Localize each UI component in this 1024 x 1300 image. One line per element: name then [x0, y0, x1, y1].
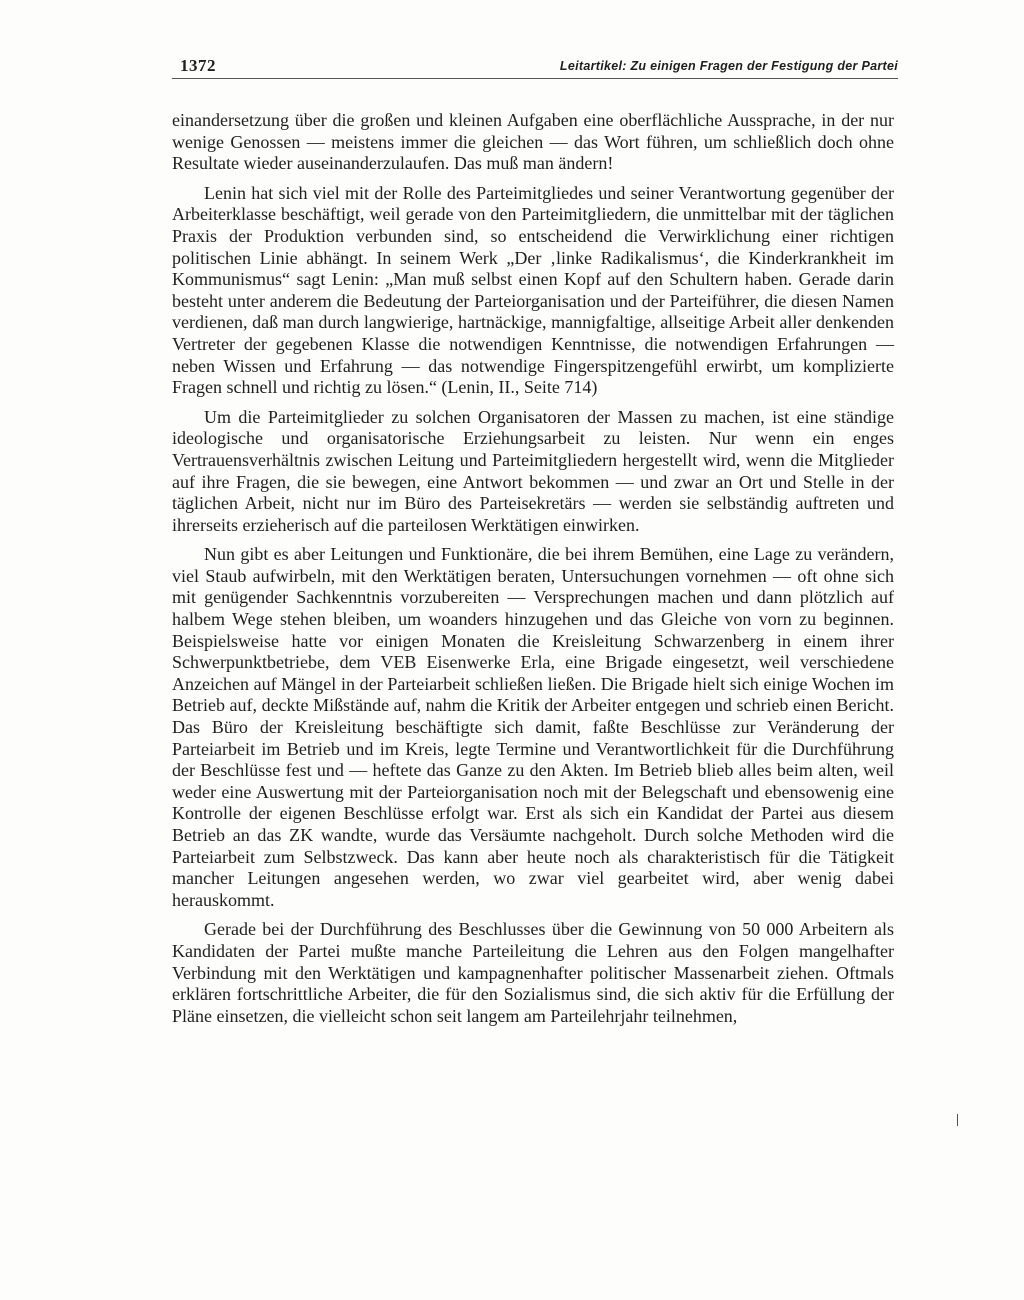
article-body: [172, 110, 894, 1035]
page-header: [172, 52, 898, 79]
paragraph-4: Nun gibt es aber Leitungen und Funktionäre, die bei ihrem Bemühen, eine Lage zu verändern, viel Staub aufwirbeln, mit den Werktätigen beraten, Untersuchungen vornehmen — oft ohne sich mit genügender Sachkenntnis vorzubereiten — Versprechungen machen und dann plötzlich auf halbem Wege stehen bleiben, um woanders hinzugehen und das Gleiche von vorn zu beginnen. Beispielsweise hatte vor einigen Monaten die Kreisleitung Schwarzenberg in einem ihrer Schwerpunktbetriebe, dem VEB Eisenwerke Erla, eine Brigade eingesetzt, weil verschiedene Anzeichen auf Mängel in der Parteiarbeit schließen ließen. Die Brigade hielt sich einige Wochen im Betrieb auf, deckte Mißstände auf, nahm die Kritik der Arbeiter entgegen und schrieb einen Bericht. Das Büro der Kreisleitung beschäftigte sich damit, faßte Beschlüsse zur Veränderung der Parteiarbeit im Betrieb und im Kreis, legte Termine und Verantwortlichkeit für die Durchführung der Beschlüsse fest und — heftete das Ganze zu den Akten. Im Betrieb blieb alles beim alten, weil weder eine Auswertung mit der Parteiorganisation noch mit der Belegschaft und ebensowenig eine Kontrolle der eigenen Beschlüsse erfolgt war. Erst als sich ein Kandidat der Partei aus diesem Betrieb an das ZK wandte, wurde das Versäumte nachgeholt. Durch solche Methoden wird die Parteiarbeit zum Selbstzweck. Das kann aber heute noch als charakteristisch für die Tätigkeit mancher Leitungen angesehen werden, wo zwar viel gearbeitet wird, aber wenig dabei herauskommt.: [172, 544, 894, 910]
paragraph-5: Gerade bei der Durchführung des Beschlusses über die Gewinnung von 50 000 Arbeitern als Kandidaten der Partei mußte manche Parteileitung die Lehren aus den Folgen mangelhafter Verbindung mit den Werktätigen und kampagnenhafter politischer Massenarbeit ziehen. Oftmals erklären fortschrittliche Arbeiter, die für den Sozialismus sind, die sich aktiv für die Erfüllung der Pläne einsetzen, die vielleicht schon seit langem am Parteilehrjahr teilnehmen,: [172, 919, 894, 1026]
running-title: Leitartikel: Zu einigen Fragen der Festigung der Partei: [559, 59, 898, 73]
paragraph-1: einandersetzung über die großen und kleinen Aufgaben eine oberflächliche Aussprache, in der nur wenige Genossen — meistens immer die gleichen — das Wort führen, um schließlich doch ohne Resultate wieder auseinanderzulaufen. Das muß man ändern!: [172, 110, 894, 174]
paragraph-2: Lenin hat sich viel mit der Rolle des Parteimitgliedes und seiner Verantwortung gegenüber der Arbeiterklasse beschäftigt, weil gerade von den Parteimitgliedern, die unmittelbar mit der täglichen Praxis der Produktion verbunden sind, so entscheidend die Verwirklichung einer richtigen politischen Linie abhängt. In seinem Werk „Der ‚linke Radikalismus‘, die Kinderkrankheit im Kommunismus“ sagt Lenin: „Man muß selbst einen Kopf auf den Schultern haben. Gerade darin besteht unter anderem die Bedeutung der Parteiorganisation und der Parteiführer, die diesen Namen verdienen, daß man durch langwierige, hartnäckige, mannigfaltige, allseitige Arbeit aller denkenden Vertreter der gegebenen Klasse die notwendigen Kenntnisse, die notwendigen Erfahrungen — neben Wissen und Erfahrung — das notwendige Fingerspitzengefühl erwirbt, um komplizierte Fragen schnell und richtig zu lösen.“ (Lenin, II., Seite 714): [172, 182, 894, 398]
margin-mark: [957, 1114, 958, 1126]
page-number: 1372: [180, 56, 216, 75]
paragraph-3: Um die Parteimitglieder zu solchen Organisatoren der Massen zu machen, ist eine ständige ideologische und organisatorische Erziehungsarbeit zu leisten. Nur wenn ein enges Vertrauensverhältnis zwischen Leitung und Parteimitgliedern hergestellt wird, wenn die Mitglieder auf ihre Fragen, die sie bewegen, eine Antwort bekommen — und zwar an Ort und Stelle in der täglichen Arbeit, nicht nur im Büro des Parteisekretärs — werden sie selbständig auftreten und ihrerseits erzieherisch auf die parteilosen Werktätigen einwirken.: [172, 406, 894, 535]
